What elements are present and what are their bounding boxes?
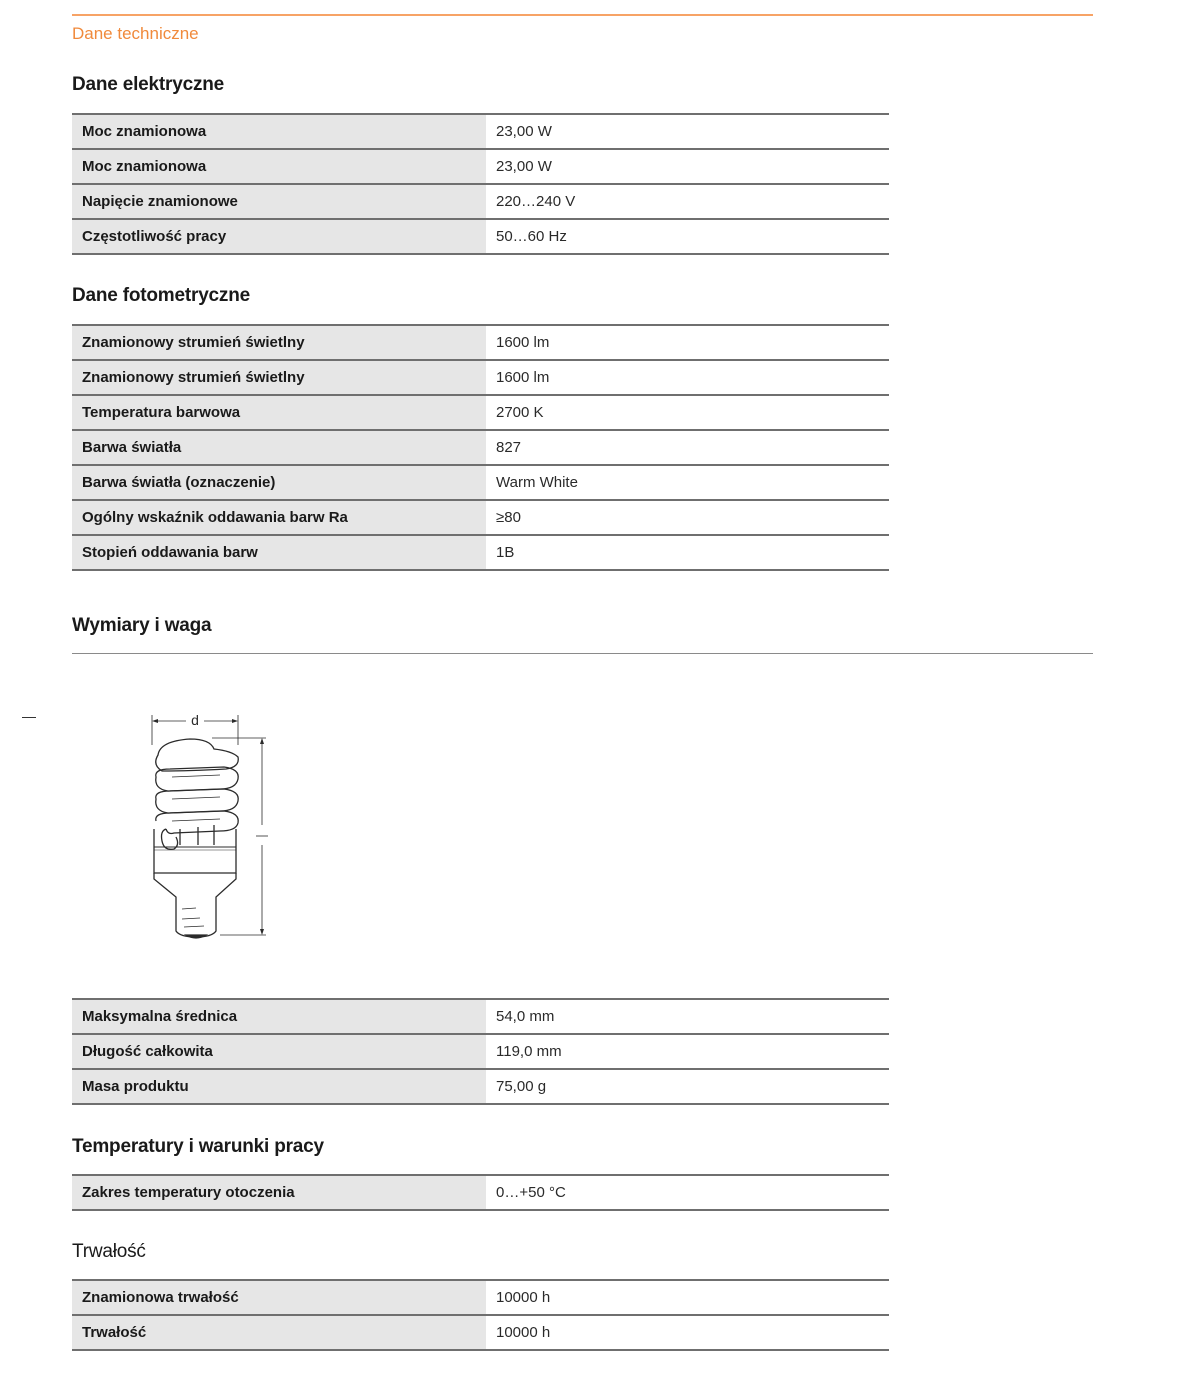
row-value: Warm White bbox=[486, 465, 889, 500]
dimensions-divider bbox=[72, 653, 1093, 654]
table-row bbox=[72, 1175, 889, 1210]
row-value: ≥80 bbox=[486, 500, 889, 535]
table-row bbox=[72, 1069, 889, 1104]
table-row bbox=[72, 1280, 889, 1315]
row-label: Maksymalna średnica bbox=[72, 999, 486, 1034]
photometric-heading: Dane fotometryczne bbox=[72, 285, 250, 306]
lifespan-heading: Trwałość bbox=[72, 1241, 146, 1262]
table-row bbox=[72, 1315, 889, 1350]
table-row bbox=[72, 149, 889, 184]
row-label: Częstotliwość pracy bbox=[72, 219, 486, 254]
table-row bbox=[72, 465, 889, 500]
table-row bbox=[72, 114, 889, 149]
row-value: 1B bbox=[486, 535, 889, 570]
row-label: Znamionowy strumień świetlny bbox=[72, 325, 486, 360]
row-value: 10000 h bbox=[486, 1280, 889, 1315]
row-label: Moc znamionowa bbox=[72, 114, 486, 149]
row-label: Stopień oddawania barw bbox=[72, 535, 486, 570]
operating-table bbox=[72, 1174, 889, 1211]
dimension-d-label: d bbox=[191, 712, 199, 728]
row-value: 220…240 V bbox=[486, 184, 889, 219]
row-value: 1600 lm bbox=[486, 325, 889, 360]
row-value: 1600 lm bbox=[486, 360, 889, 395]
electrical-table bbox=[72, 113, 889, 255]
lifespan-table bbox=[72, 1279, 889, 1351]
operating-heading: Temperatury i warunki pracy bbox=[72, 1136, 324, 1157]
table-row bbox=[72, 184, 889, 219]
row-label: Masa produktu bbox=[72, 1069, 486, 1104]
row-label: Temperatura barwowa bbox=[72, 395, 486, 430]
dash-mark bbox=[22, 717, 36, 718]
photometric-table bbox=[72, 324, 889, 571]
row-value: 23,00 W bbox=[486, 149, 889, 184]
row-value: 119,0 mm bbox=[486, 1034, 889, 1069]
row-value: 23,00 W bbox=[486, 114, 889, 149]
row-value: 50…60 Hz bbox=[486, 219, 889, 254]
dimensions-table bbox=[72, 998, 889, 1105]
table-row bbox=[72, 430, 889, 465]
row-label: Moc znamionowa bbox=[72, 149, 486, 184]
row-label: Trwałość bbox=[72, 1315, 486, 1350]
row-label: Barwa światła bbox=[72, 430, 486, 465]
dimensions-heading: Wymiary i waga bbox=[72, 615, 212, 636]
section-label: Dane techniczne bbox=[72, 24, 199, 43]
table-row bbox=[72, 535, 889, 570]
row-label: Napięcie znamionowe bbox=[72, 184, 486, 219]
row-label: Długość całkowita bbox=[72, 1034, 486, 1069]
row-label: Znamionowy strumień świetlny bbox=[72, 360, 486, 395]
top-orange-rule bbox=[72, 14, 1093, 16]
table-row bbox=[72, 500, 889, 535]
table-row bbox=[72, 360, 889, 395]
row-value: 2700 K bbox=[486, 395, 889, 430]
row-label: Zakres temperatury otoczenia bbox=[72, 1175, 486, 1210]
row-label: Ogólny wskaźnik oddawania barw Ra bbox=[72, 500, 486, 535]
table-row bbox=[72, 395, 889, 430]
row-label: Znamionowa trwałość bbox=[72, 1280, 486, 1315]
table-row bbox=[72, 1034, 889, 1069]
row-value: 10000 h bbox=[486, 1315, 889, 1350]
cfl-spiral-bulb-drawing-icon bbox=[140, 705, 280, 945]
table-row bbox=[72, 325, 889, 360]
row-label: Barwa światła (oznaczenie) bbox=[72, 465, 486, 500]
row-value: 75,00 g bbox=[486, 1069, 889, 1104]
row-value: 0…+50 °C bbox=[486, 1175, 889, 1210]
row-value: 54,0 mm bbox=[486, 999, 889, 1034]
row-value: 827 bbox=[486, 430, 889, 465]
table-row bbox=[72, 999, 889, 1034]
table-row bbox=[72, 219, 889, 254]
electrical-heading: Dane elektryczne bbox=[72, 74, 225, 95]
